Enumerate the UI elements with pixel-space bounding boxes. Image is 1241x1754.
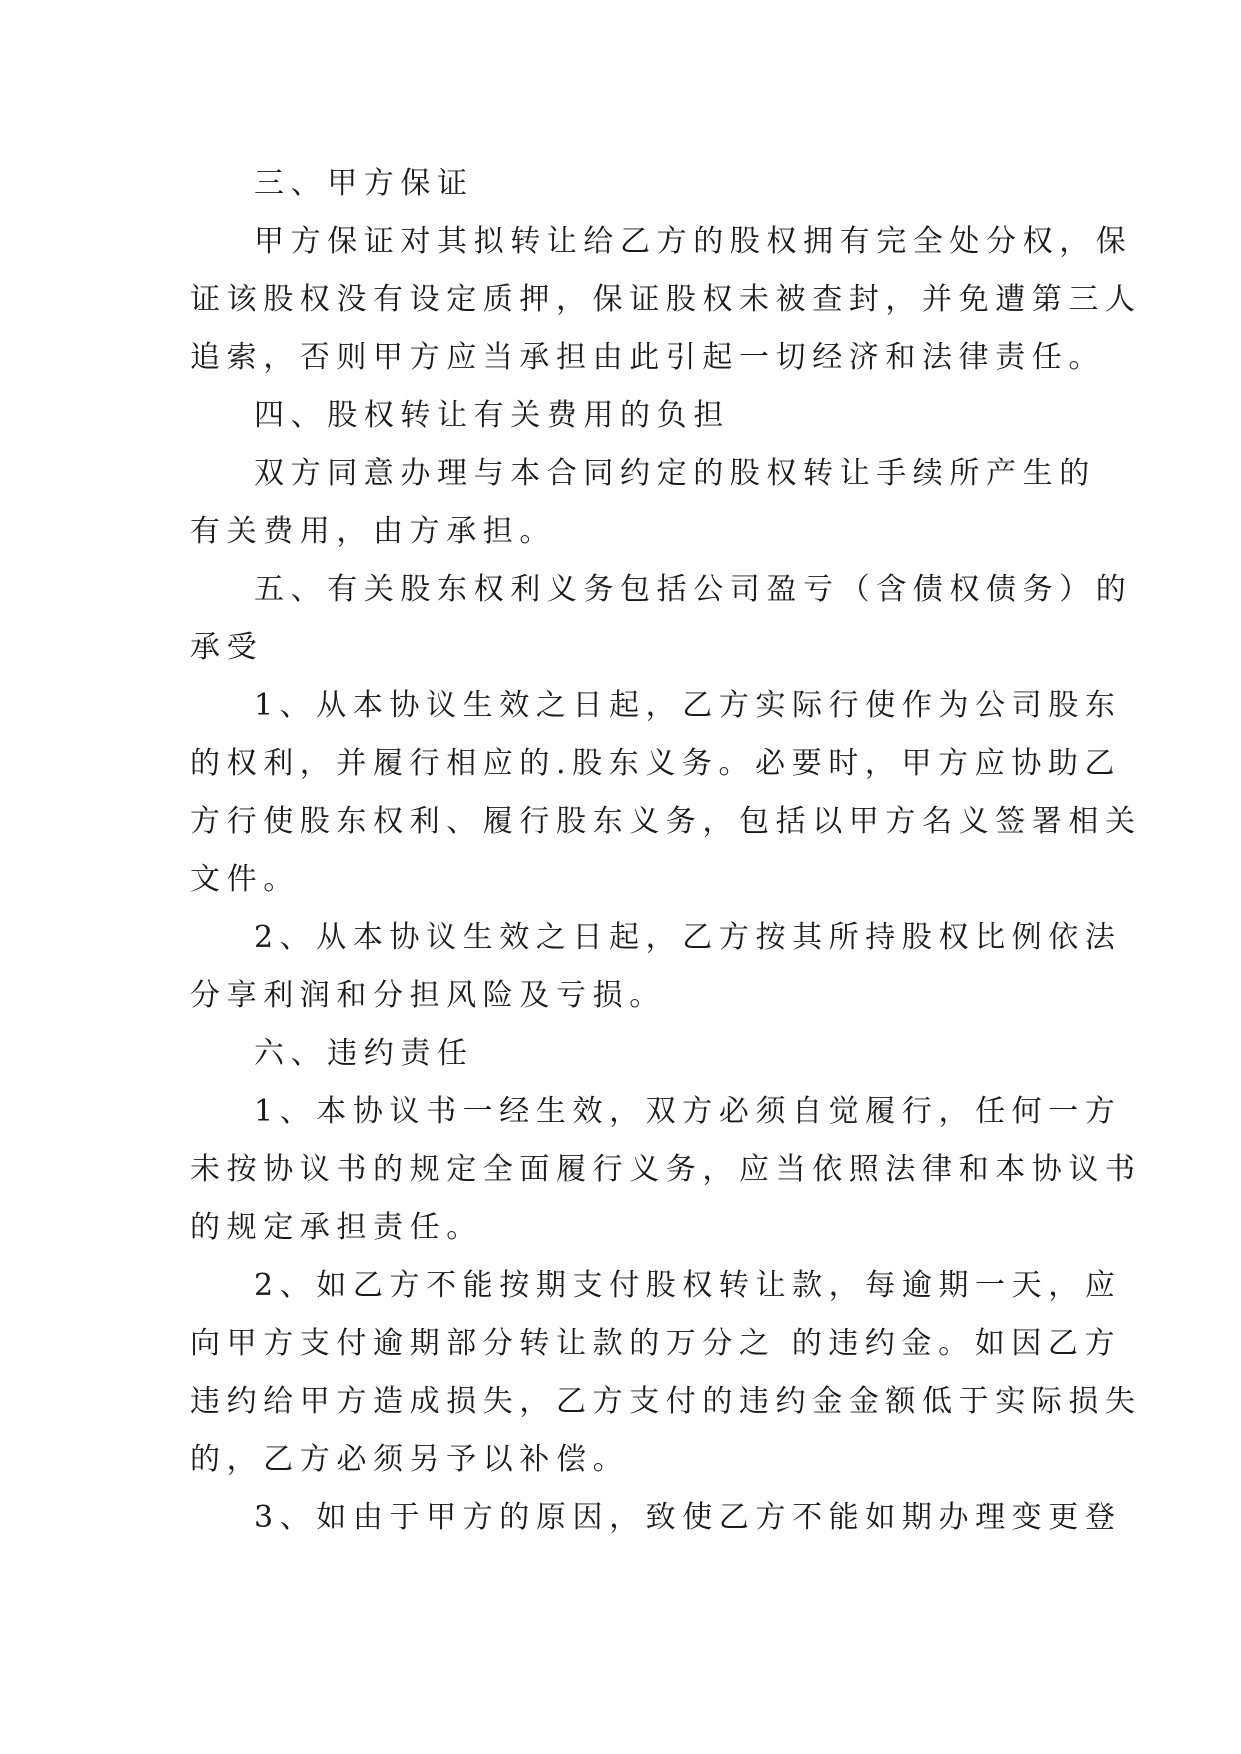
paragraph-line: 有关费用，由方承担。 xyxy=(190,514,556,549)
section-heading-rights-obligations: 五、有关股东权利义务包括公司盈亏（含债权债务）的 xyxy=(254,572,1133,607)
paragraph-line: 证该股权没有设定质押，保证股权未被查封，并免遭第三人 xyxy=(190,282,1142,317)
paragraph-line: 的，乙方必须另予以补偿。 xyxy=(190,1442,630,1477)
paragraph-line: 追索，否则甲方应当承担由此引起一切经济和法律责任。 xyxy=(190,340,1105,375)
clause-line: 2、从本协议生效之日起，乙方按其所持股权比例依法 xyxy=(254,920,1122,955)
paragraph-line: 分享利润和分担风险及亏损。 xyxy=(190,978,666,1013)
paragraph-line: 双方同意办理与本合同约定的股权转让手续所产生的 xyxy=(254,456,1096,491)
clause-line: 3、如由于甲方的原因，致使乙方不能如期办理变更登 xyxy=(254,1500,1122,1535)
paragraph-line: 甲方保证对其拟转让给乙方的股权拥有完全处分权，保 xyxy=(254,224,1133,259)
paragraph-line: 的权利，并履行相应的.股东义务。必要时，甲方应协助乙 xyxy=(190,746,1122,781)
paragraph-line: 未按协议书的规定全面履行义务，应当依照法律和本协议书 xyxy=(190,1152,1142,1187)
section-heading-liability: 六、违约责任 xyxy=(254,1036,474,1071)
paragraph-line: 文件。 xyxy=(190,862,300,897)
clause-line: 2、如乙方不能按期支付股权转让款，每逾期一天，应 xyxy=(254,1268,1122,1303)
section-heading-fees: 四、股权转让有关费用的负担 xyxy=(254,398,730,433)
paragraph-line: 违约给甲方造成损失，乙方支付的违约金金额低于实际损失 xyxy=(190,1384,1142,1419)
paragraph-line: 承受 xyxy=(190,630,264,665)
section-heading-guarantee: 三、甲方保证 xyxy=(254,166,474,201)
paragraph-line: 向甲方支付逾期部分转让款的万分之 的违约金。如因乙方 xyxy=(190,1326,1122,1361)
contract-body xyxy=(190,155,1142,1547)
paragraph-line: 的规定承担责任。 xyxy=(190,1210,483,1245)
paragraph-line: 方行使股东权利、履行股东义务，包括以甲方名义签署相关 xyxy=(190,804,1142,839)
clause-line: 1、本协议书一经生效，双方必须自觉履行，任何一方 xyxy=(254,1094,1122,1129)
clause-line: 1、从本协议生效之日起，乙方实际行使作为公司股东 xyxy=(254,688,1122,723)
